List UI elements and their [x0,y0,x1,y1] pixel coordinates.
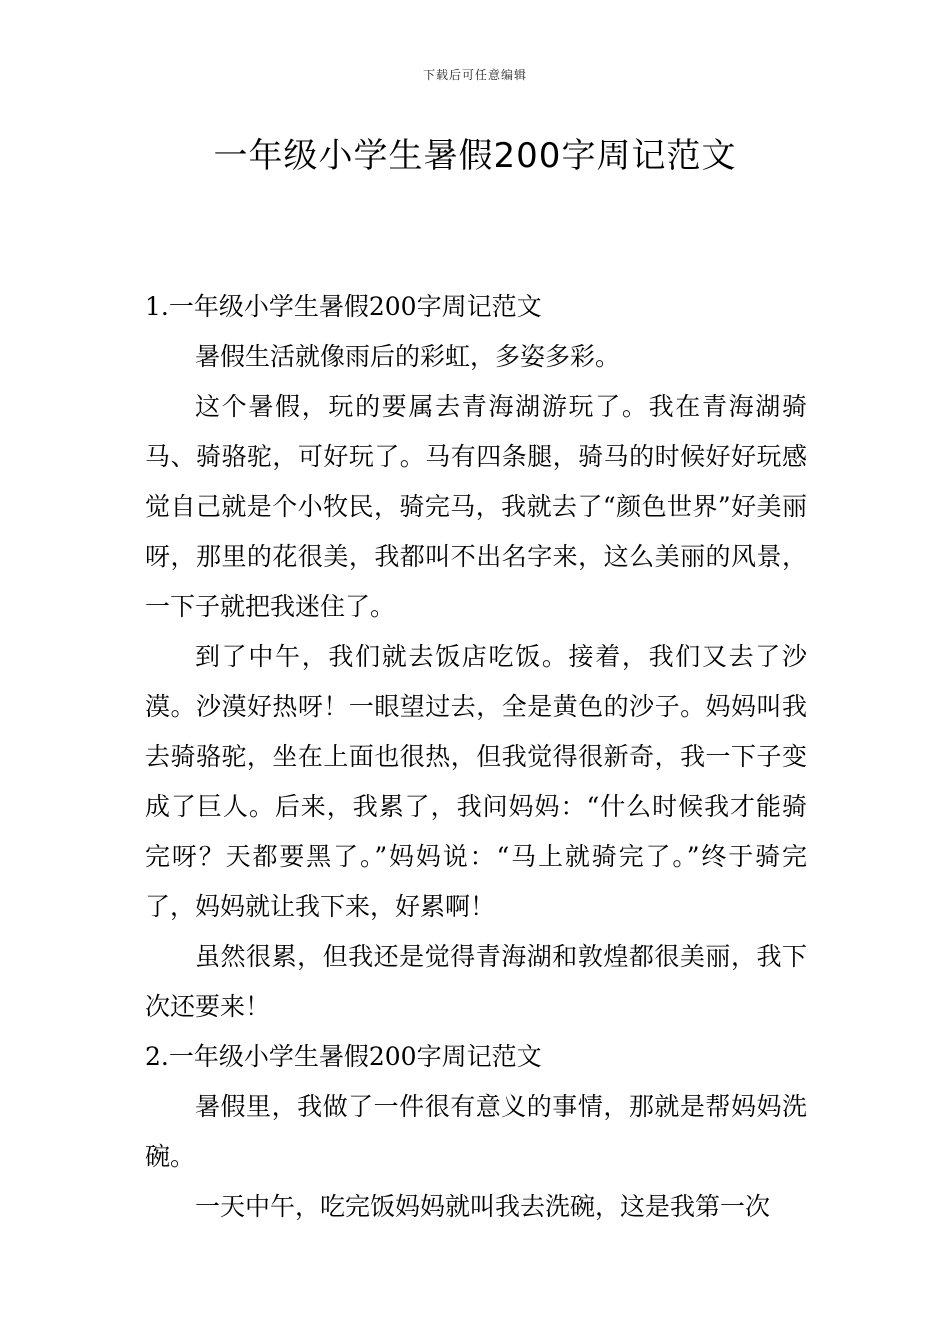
section-1 [145,282,807,1032]
paragraph: 暑假里，我做了一件很有意义的事情，那就是帮妈妈洗碗。 [145,1092,807,1171]
paragraph: 虽然很累，但我还是觉得青海湖和敦煌都很美丽，我下次还要来！ [145,942,807,1021]
paragraph: 到了中午，我们就去饭店吃饭。接着，我们又去了沙漠。沙漠好热呀！一眼望过去，全是黄色的沙子。妈妈叫我去骑骆驼，坐在上面也很热，但我觉得很新奇，我一下子变成了巨人。后来，我累了，我问妈妈：“什么时候我才能骑完呀？天都要黑了。”妈妈说：“马上就骑完了。”终于骑完了，妈妈就让我下来，好累啊！ [145,642,807,921]
paragraph: 暑假生活就像雨后的彩虹，多姿多彩。 [195,342,621,371]
paragraph: 一天中午，吃完饭妈妈就叫我去洗碗，这是我第一次 [195,1192,771,1221]
paragraph: 这个暑假，玩的要属去青海湖游玩了。我在青海湖骑马、骑骆驼，可好玩了。马有四条腿，骑马的时候好好玩感觉自己就是个小牧民，骑完马，我就去了“颜色世界”好美丽呀，那里的花很美，我都叫不出名字来，这么美丽的风景，一下子就把我迷住了。 [145,392,807,621]
document-title: 一年级小学生暑假200字周记范文 [213,136,737,176]
section-heading: 2.一年级小学生暑假200字周记范文 [145,1042,542,1071]
section-2 [145,1032,807,1232]
section-heading: 1.一年级小学生暑假200字周记范文 [145,292,542,321]
header-note: 下载后可任意编辑 [422,68,527,82]
document-body [145,282,807,1232]
